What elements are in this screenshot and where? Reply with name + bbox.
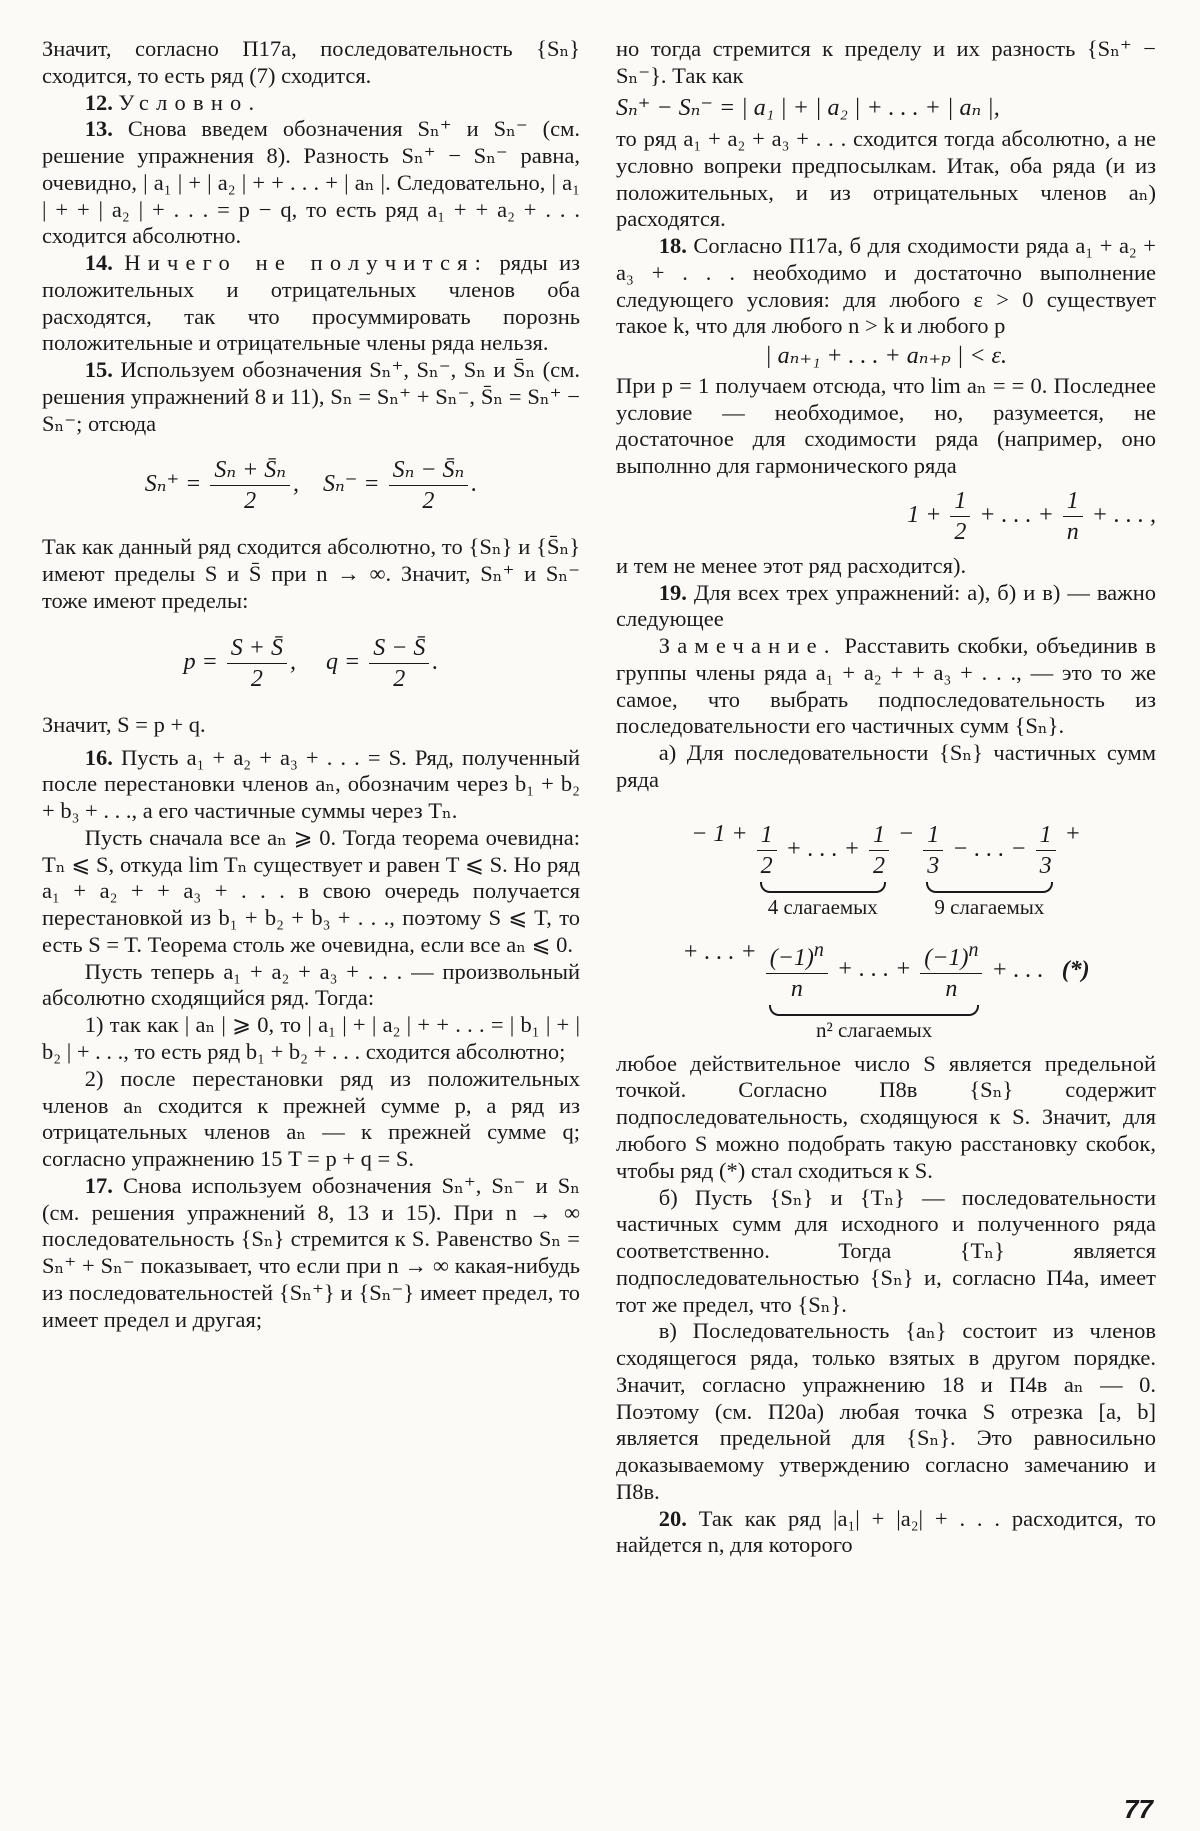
fraction: $\frac{1}{2}$ bbox=[757, 820, 777, 881]
fraction bbox=[227, 633, 287, 694]
formula-15-a: Sₙ⁺ = $\frac{\text{Sₙ + S̄ₙ}}{2}$ , Sₙ⁻ = $\frac{\text{Sₙ − S̄ₙ}}{2}$ . bbox=[144, 457, 478, 515]
series-row-1: − 1 + $\frac{1}{2}$ + . . . + $\frac{1}{2}$ 4 слагаемых − $\frac{1}{3}$ − . . . − $\frac{1}{3}$ 9 слагаемых + bbox=[691, 820, 1081, 919]
right-column bbox=[616, 36, 1156, 1559]
answer-13 bbox=[42, 116, 580, 250]
answer-19 bbox=[616, 580, 1156, 634]
formula-lhs: Sₙ⁻ = bbox=[323, 471, 380, 498]
fraction bbox=[389, 455, 469, 516]
paragraph: а) Для последовательности {Sₙ} частичных сумм ряда bbox=[616, 740, 1156, 792]
fraction bbox=[950, 486, 970, 547]
fraction-numerator: Sₙ − S̄ₙ bbox=[389, 455, 469, 486]
answer-text: ряды из положительных и отрицательных членов оба расходятся, так что просуммировать порознь положительные и отрицательные члены ряда нельзя. bbox=[42, 250, 581, 356]
answer-17 bbox=[42, 1173, 580, 1334]
series-formula bbox=[616, 820, 1156, 1043]
left-column bbox=[42, 36, 580, 1333]
paragraph: в) Последовательность {aₙ} состоит из членов сходящегося ряда, только взятых в другом порядке. Значит, согласно упражнению 18 и П4в aₙ — 0. Поэтому (см. П20а) любая точка S отрезка [a, b] является предельной для {Sₙ}. Это равносильно доказываемому утверждению согласно замечанию и П8в. bbox=[616, 1318, 1156, 1504]
answer-14 bbox=[42, 250, 580, 357]
formula-part: − 1 + bbox=[691, 820, 748, 847]
answer-number: 19. bbox=[658, 579, 687, 605]
fraction: $\frac{(-1)^n}{n}$ bbox=[766, 938, 828, 1004]
formula-part: + . . . , bbox=[1091, 501, 1156, 528]
fraction-denominator: 2 bbox=[393, 665, 406, 692]
answer-number: 17. bbox=[84, 1172, 113, 1198]
fraction-numerator: S − S̄ bbox=[369, 633, 429, 664]
formula-lhs: p = bbox=[183, 648, 218, 675]
paragraph: любое действительное число S является предельной точкой. Согласно П8в {Sₙ} содержит подпоследовательность, сходящуюся к S. Значит, для любого S можно подобрать такую расстановку скобок, чтобы ряд (*) стал сходиться к S. bbox=[616, 1050, 1156, 1183]
answer-text: Для всех трех упражнений: а), б) и в) — важно следующее bbox=[616, 579, 1157, 632]
answer-18 bbox=[616, 233, 1156, 340]
underbrace bbox=[926, 882, 1052, 893]
remark-lead: Замечание. bbox=[658, 633, 837, 659]
fraction-denominator: 2 bbox=[250, 665, 263, 692]
formula-part: + . . . + bbox=[682, 938, 757, 965]
brace-group-3: $\frac{(-1)^n}{n}$ + . . . + $\frac{(-1)^n}{n}$ n² слагаемых bbox=[763, 938, 986, 1043]
formula-15-b: p = $\frac{S + S̄}{2}$ , q = $\frac{S - S̄}{2}$ . bbox=[183, 634, 439, 692]
fraction-denominator: n bbox=[1066, 518, 1079, 545]
answer-text: Согласно П17а, б для сходимости ряда a₁ + a₂ + a₃ + . . . необходимо и достаточно выполнение следующего условия: для любого ε > 0 существует такое k, что для любого n > k и любого p bbox=[616, 233, 1156, 339]
paragraph: При p = 1 получаем отсюда, что lim aₙ = = 0. Последнее условие — необходимое, но, разумеется, не достаточное для сходимости ряда (например, оно выполнно для гармонического ряда bbox=[616, 372, 1156, 479]
list-item: 1) так как | aₙ | ⩾ 0, то | a₁ | + | a₂ | + + . . . = | b₁ | + | b₂ | + . . ., то есть ряд b₁ + b₂ + . . . сходится абсолютно; bbox=[42, 1012, 580, 1064]
paragraph: Пусть теперь a₁ + a₂ + a₃ + . . . — произвольный абсолютно сходящийся ряд. Тогда: bbox=[42, 958, 580, 1011]
remark-text: Расставить скобки, объединив в группы члены ряда a₁ + a₂ + + a₃ + . . ., — это то же самое, что выбрать подпоследовательность из последовательности его частичных сумм {Sₙ}. bbox=[616, 633, 1157, 739]
fraction-numerator: 1 bbox=[1063, 486, 1083, 517]
brace-group-1: $\frac{1}{2}$ + . . . + $\frac{1}{2}$ 4 слагаемых bbox=[754, 820, 892, 920]
fraction bbox=[369, 633, 429, 694]
formula-part: + . . . + bbox=[979, 501, 1054, 528]
answer-text: Пусть a₁ + a₂ + a₃ + . . . = S. Ряд, полученный после перестановки членов aₙ, обозначим через b₁ + b₂ + b₃ + . . ., а его частичные суммы через Tₙ. bbox=[42, 744, 581, 824]
formula-lhs: q = bbox=[326, 648, 361, 675]
answer-number: 13. bbox=[84, 116, 113, 142]
page-number: 77 bbox=[1124, 1794, 1153, 1824]
list-item: 2) после перестановки ряд из положительных членов aₙ сходится к прежней сумме p, а ряд из отрицательных членов aₙ — к прежней сумме q; согласно упражнению 15 T = p + q = S. bbox=[42, 1065, 580, 1172]
answer-15 bbox=[42, 357, 580, 437]
answer-lead: Ничего не получится: bbox=[124, 250, 489, 276]
brace-label: 4 слагаемых bbox=[767, 894, 878, 919]
equation-mark: (*) bbox=[1061, 956, 1090, 983]
answer-number: 16. bbox=[84, 744, 113, 770]
answer-text: Снова используем обозначения Sₙ⁺, Sₙ⁻ и Sₙ (см. решения упражнений 8, 13 и 15). При n → ∞ последовательность {Sₙ} стремится к S. Равенство Sₙ = Sₙ⁺ + Sₙ⁻ показывает, что если при n → ∞ какая-нибудь из последовательностей {Sₙ⁺} и {Sₙ⁻} имеет предел, то имеет предел и другая; bbox=[42, 1172, 580, 1332]
answer-number: 20. bbox=[658, 1505, 687, 1531]
fraction bbox=[210, 455, 290, 516]
answer-text: Условно. bbox=[118, 89, 262, 115]
paragraph: б) Пусть {Sₙ} и {Tₙ} — последовательности частичных сумм для исходного и полученного ряда соответственно. Тогда {Tₙ} является подпоследовательностью {Sₙ} и, согласно П4а, имеет тот же предел, что {Sₙ}. bbox=[616, 1184, 1156, 1317]
paragraph: Значит, S = p + q. bbox=[42, 711, 206, 737]
underbrace bbox=[769, 1005, 980, 1016]
answer-text: Так как ряд |a₁| + |a₂| + . . . расходится, то найдется n, для которого bbox=[616, 1505, 1156, 1558]
formula-18: | aₙ₊₁ + . . . + aₙ₊ₚ | < ε. bbox=[765, 343, 1007, 370]
answer-12 bbox=[42, 90, 580, 117]
underbrace bbox=[760, 882, 886, 893]
paragraph: и тем не менее этот ряд расходится). bbox=[616, 552, 967, 578]
fraction-numerator: S + S̄ bbox=[227, 633, 287, 664]
formula-lhs: Sₙ⁺ = bbox=[144, 471, 202, 498]
brace-label: 9 слагаемых bbox=[934, 894, 1045, 919]
formula-17: Sₙ⁺ − Sₙ⁻ = | a₁ | + | a₂ | + . . . + | aₙ |, bbox=[616, 94, 1000, 121]
remark bbox=[616, 633, 1156, 740]
fraction: $\frac{(-1)^n}{n}$ bbox=[920, 938, 982, 1004]
fraction-numerator: 1 bbox=[950, 486, 970, 517]
fraction-numerator: Sₙ + S̄ₙ bbox=[210, 455, 290, 486]
fraction-denominator: 2 bbox=[422, 488, 435, 515]
answer-number: 12. bbox=[84, 89, 113, 115]
answer-number: 18. bbox=[658, 233, 687, 259]
fraction-denominator: 2 bbox=[244, 488, 257, 515]
paragraph: Значит, согласно П17а, последовательность {Sₙ} сходится, то есть ряд (7) сходится. bbox=[42, 36, 580, 88]
brace-group-2: $\frac{1}{3}$ − . . . − $\frac{1}{3}$ 9 слагаемых bbox=[920, 820, 1058, 920]
paragraph: Так как данный ряд сходится абсолютно, то {Sₙ} и {S̄ₙ} имеют пределы S и S̄ при n → ∞. Значит, Sₙ⁺ и Sₙ⁻ тоже имеют пределы: bbox=[42, 534, 580, 614]
harmonic-series bbox=[616, 486, 1156, 547]
paragraph: Пусть сначала все aₙ ⩾ 0. Тогда теорема очевидна: Tₙ ⩽ S, откуда lim Tₙ существует и равен T ⩽ S. Но ряд a₁ + a₂ + + a₃ + . . . в свою очередь получается перестановкой из b₁ + b₂ + b₃ + . . ., поэтому S ⩽ T, то есть S = T. Теорема столь же очевидна, если все aₙ ⩽ 0. bbox=[42, 824, 580, 957]
fraction bbox=[1063, 486, 1083, 547]
answer-text: Снова введем обозначения Sₙ⁺ и Sₙ⁻ (см. решение упражнения 8). Разность Sₙ⁺ − Sₙ⁻ равна, очевидно, | a₁ | + | a₂ | + + . . . + | aₙ |. Следовательно, | a₁ | + + | a₂ | + . . . = p − q, то есть ряд a₁ + + a₂ + . . . сходится абсолютно. bbox=[42, 116, 581, 249]
answer-number: 14. bbox=[84, 250, 113, 276]
paragraph: но тогда стремится к пределу и их разность {Sₙ⁺ − Sₙ⁻}. Так как bbox=[616, 36, 1156, 88]
brace-label: n² слагаемых bbox=[815, 1017, 933, 1042]
paragraph: то ряд a₁ + a₂ + a₃ + . . . сходится тогда абсолютно, а не условно вопреки предпосылкам. Итак, оба ряда (и из положительных, и из отрицательных членов aₙ) расходятся. bbox=[616, 126, 1156, 232]
answer-text: Используем обозначения Sₙ⁺, Sₙ⁻, Sₙ и S̄ₙ (см. решения упражнений 8 и 11), Sₙ = Sₙ⁺ + Sₙ⁻, S̄ₙ = Sₙ⁺ − Sₙ⁻; отсюда bbox=[42, 357, 580, 436]
fraction: $\frac{1}{3}$ bbox=[1036, 820, 1056, 881]
fraction-denominator: 2 bbox=[954, 518, 967, 545]
fraction: $\frac{1}{3}$ bbox=[923, 820, 943, 881]
formula-part: 1 + bbox=[907, 501, 942, 528]
fraction: $\frac{1}{2}$ bbox=[869, 820, 889, 881]
series-row-2: + . . . + $\frac{(-1)^n}{n}$ + . . . + $\frac{(-1)^n}{n}$ n² слагаемых + . . . (*) bbox=[682, 938, 1090, 1042]
answer-16 bbox=[42, 745, 580, 825]
answer-number: 15. bbox=[84, 357, 113, 383]
answer-20 bbox=[616, 1506, 1156, 1560]
